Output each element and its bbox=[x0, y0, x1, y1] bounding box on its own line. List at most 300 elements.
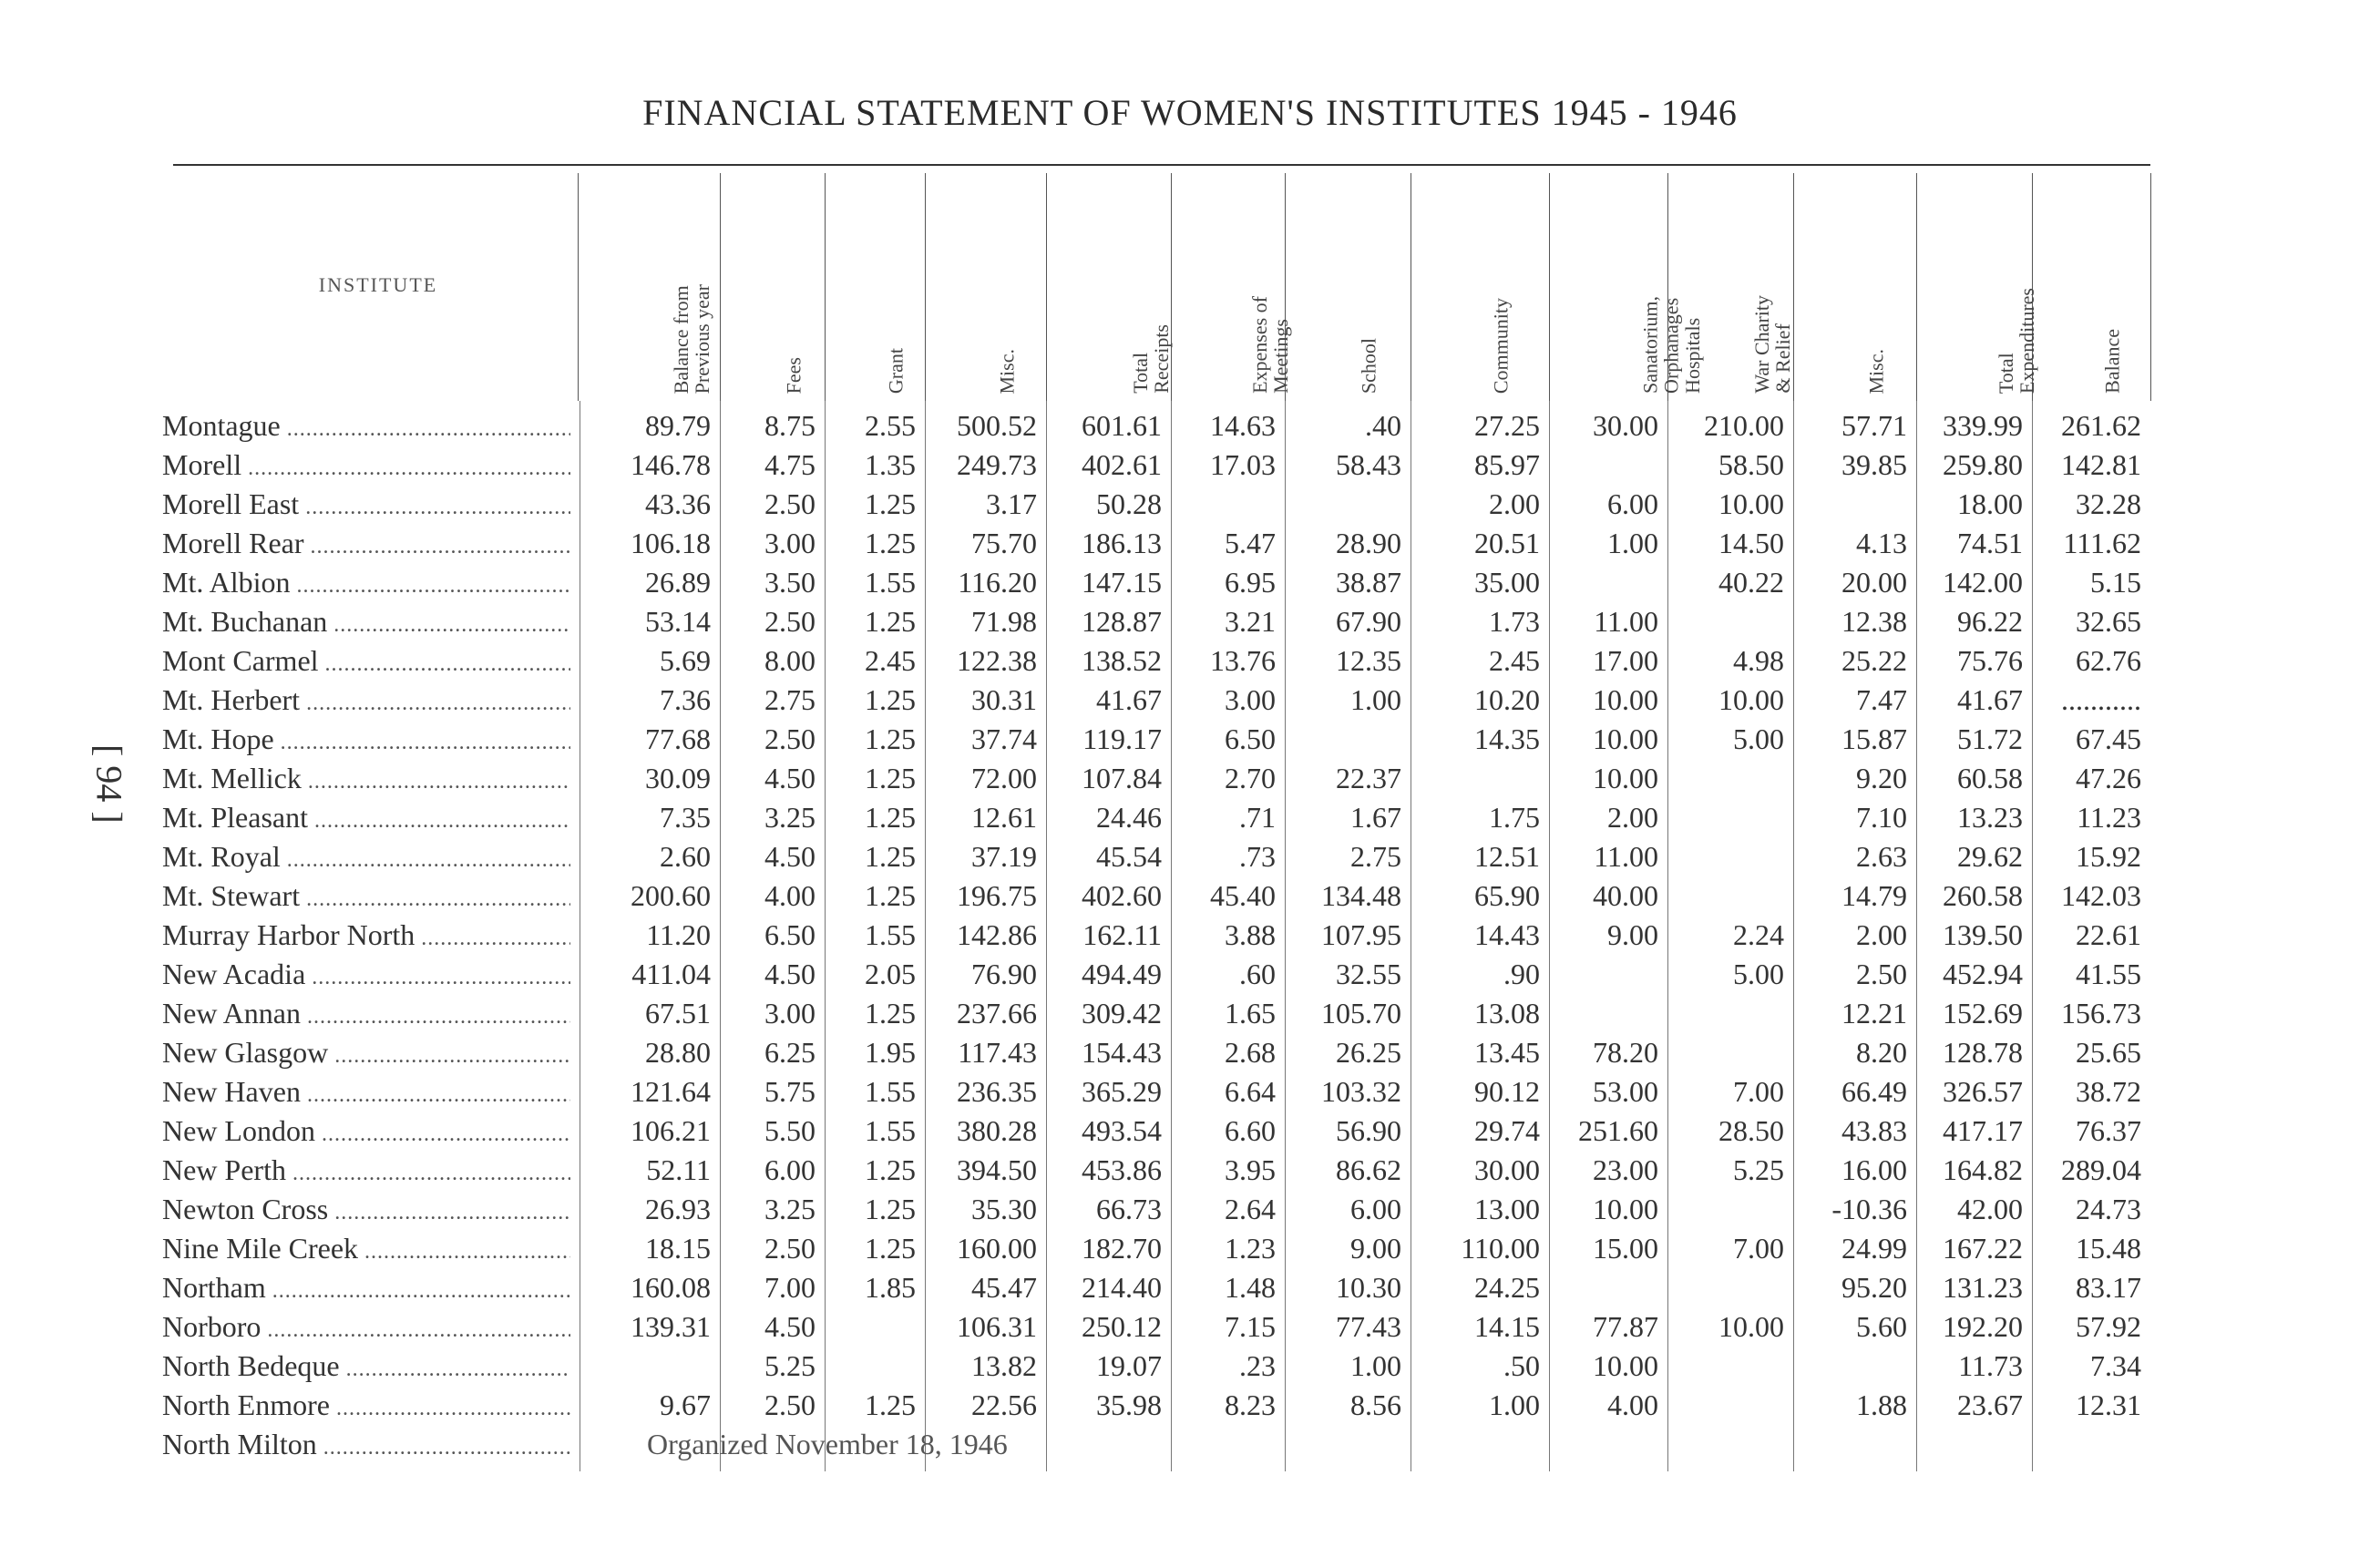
column-divider bbox=[578, 173, 579, 401]
table-cell: 4.00 bbox=[1607, 1388, 1658, 1421]
table-cell: 402.61 bbox=[1082, 448, 1162, 481]
table-cell: 76.90 bbox=[971, 958, 1037, 990]
table-cell: 35.00 bbox=[1474, 566, 1540, 599]
institute-name: New Acadia ..... bbox=[162, 958, 570, 991]
table-cell: 214.40 bbox=[1082, 1271, 1162, 1304]
column-header bbox=[1046, 173, 1172, 401]
table-cell: 5.47 bbox=[1225, 527, 1276, 559]
table-cell: 10.20 bbox=[1474, 683, 1540, 716]
table-cell: 77.87 bbox=[1593, 1310, 1658, 1343]
table-cell: 89.79 bbox=[645, 409, 711, 442]
table-cell: 57.71 bbox=[1841, 409, 1907, 442]
table-cell: 139.50 bbox=[1943, 918, 2023, 951]
table-cell: 27.25 bbox=[1474, 409, 1540, 442]
table-row bbox=[0, 1228, 2380, 1267]
table-cell: 78.20 bbox=[1593, 1036, 1658, 1069]
institute-name: Morell East ..... bbox=[162, 487, 570, 521]
table-cell: 3.25 bbox=[764, 1193, 816, 1225]
table-cell: 6.95 bbox=[1225, 566, 1276, 599]
column-header bbox=[1549, 173, 1704, 401]
column-header bbox=[1285, 173, 1411, 401]
table-cell: 9.67 bbox=[660, 1388, 711, 1421]
table-row bbox=[0, 836, 2380, 876]
table-cell: 75.76 bbox=[1957, 644, 2023, 677]
table-cell: 90.12 bbox=[1474, 1075, 1540, 1108]
table-cell: 13.00 bbox=[1474, 1193, 1540, 1225]
table-cell: 107.84 bbox=[1082, 762, 1162, 794]
table-cell: 1.55 bbox=[865, 1075, 916, 1108]
table-cell: 117.43 bbox=[958, 1036, 1037, 1069]
table-cell: 2.50 bbox=[764, 1232, 816, 1265]
table-cell: 12.51 bbox=[1474, 840, 1540, 873]
table-cell: 5.00 bbox=[1733, 722, 1784, 755]
table-cell: 2.00 bbox=[1856, 918, 1907, 951]
column-header bbox=[1411, 173, 1550, 401]
table-cell: 394.50 bbox=[957, 1153, 1037, 1186]
table-cell: 128.78 bbox=[1943, 1036, 2023, 1069]
institute-column-header: INSTITUTE bbox=[318, 273, 438, 296]
column-header bbox=[1667, 173, 1794, 401]
table-cell: 7.00 bbox=[1733, 1075, 1784, 1108]
table-cell: 5.60 bbox=[1856, 1310, 1907, 1343]
table-row bbox=[0, 562, 2380, 601]
institute-name: New Perth ..... bbox=[162, 1153, 570, 1187]
table-cell: 4.50 bbox=[764, 762, 816, 794]
table-cell: 147.15 bbox=[1082, 566, 1162, 599]
table-cell: 7.36 bbox=[660, 683, 711, 716]
page-title: FINANCIAL STATEMENT OF WOMEN'S INSTITUTES 1945 - 1946 bbox=[642, 92, 1738, 133]
column-header-label: Community bbox=[1489, 297, 1513, 394]
table-cell: 1.25 bbox=[865, 997, 916, 1030]
table-cell: 77.68 bbox=[645, 722, 711, 755]
table-cell: 1.85 bbox=[865, 1271, 916, 1304]
table-row bbox=[0, 954, 2380, 993]
table-cell: 67.51 bbox=[645, 997, 711, 1030]
table-cell: 3.17 bbox=[986, 487, 1037, 520]
table-cell: 1.25 bbox=[865, 683, 916, 716]
table-cell: 9.00 bbox=[1350, 1232, 1401, 1265]
table-cell: 26.89 bbox=[645, 566, 711, 599]
column-header bbox=[825, 173, 926, 401]
table-cell: 210.00 bbox=[1704, 409, 1784, 442]
table-cell: 380.28 bbox=[957, 1114, 1037, 1147]
column-header-label: Balance from Previous year bbox=[670, 283, 714, 394]
table-cell: 52.11 bbox=[646, 1153, 711, 1186]
table-cell: 38.87 bbox=[1336, 566, 1401, 599]
table-cell: 452.94 bbox=[1943, 958, 2023, 990]
table-cell: 50.28 bbox=[1096, 487, 1162, 520]
table-cell: 58.50 bbox=[1718, 448, 1784, 481]
table-cell: 3.95 bbox=[1225, 1153, 1276, 1186]
table-cell: 167.22 bbox=[1943, 1232, 2023, 1265]
table-cell: 26.93 bbox=[645, 1193, 711, 1225]
table-cell: 30.00 bbox=[1474, 1153, 1540, 1186]
table-cell: 119.17 bbox=[1082, 722, 1162, 755]
table-cell: 121.64 bbox=[631, 1075, 711, 1108]
table-cell: 8.20 bbox=[1856, 1036, 1907, 1069]
institute-name: North Milton ..... bbox=[162, 1428, 570, 1461]
table-cell: 2.24 bbox=[1733, 918, 1784, 951]
table-cell: 6.64 bbox=[1225, 1075, 1276, 1108]
institute-name: Mt. Buchanan ..... bbox=[162, 605, 570, 639]
table-cell: 12.38 bbox=[1841, 605, 1907, 638]
table-cell: 29.62 bbox=[1957, 840, 2023, 873]
table-cell: 28.90 bbox=[1336, 527, 1401, 559]
table-cell: 1.00 bbox=[1607, 527, 1658, 559]
institute-name: Norboro ..... bbox=[162, 1310, 570, 1344]
table-cell: 3.00 bbox=[1225, 683, 1276, 716]
institute-name: Mt. Mellick ..... bbox=[162, 762, 570, 795]
table-cell: 3.00 bbox=[764, 997, 816, 1030]
table-cell: 23.00 bbox=[1593, 1153, 1658, 1186]
column-header bbox=[1171, 173, 1292, 401]
table-cell: 14.15 bbox=[1474, 1310, 1540, 1343]
table-cell: 22.61 bbox=[2076, 918, 2141, 951]
table-cell: 66.49 bbox=[1841, 1075, 1907, 1108]
table-cell: ........... bbox=[2061, 683, 2141, 716]
table-cell: 2.55 bbox=[865, 409, 916, 442]
table-cell: 32.65 bbox=[2076, 605, 2141, 638]
table-row bbox=[0, 1111, 2380, 1150]
table-cell: 12.61 bbox=[971, 801, 1037, 834]
table-row bbox=[0, 758, 2380, 797]
table-cell: 6.60 bbox=[1225, 1114, 1276, 1147]
page-number: [ 94 ] bbox=[88, 743, 130, 824]
table-row bbox=[0, 523, 2380, 562]
table-cell: 14.50 bbox=[1718, 527, 1784, 559]
table-cell: 417.17 bbox=[1943, 1114, 2023, 1147]
table-cell: -10.36 bbox=[1831, 1193, 1907, 1225]
table-cell: 261.62 bbox=[2061, 409, 2141, 442]
table-cell: 25.22 bbox=[1841, 644, 1907, 677]
table-cell: 1.25 bbox=[865, 1153, 916, 1186]
table-cell: 6.00 bbox=[1350, 1193, 1401, 1225]
table-cell: 22.56 bbox=[971, 1388, 1037, 1421]
table-cell: 7.10 bbox=[1856, 801, 1907, 834]
table-cell: 250.12 bbox=[1082, 1310, 1162, 1343]
table-cell: .50 bbox=[1503, 1349, 1540, 1382]
table-cell: 10.00 bbox=[1593, 1349, 1658, 1382]
table-cell: .23 bbox=[1239, 1349, 1276, 1382]
table-row bbox=[0, 445, 2380, 484]
table-cell: 10.00 bbox=[1718, 1310, 1784, 1343]
table-cell: 1.25 bbox=[865, 801, 916, 834]
table-cell: 111.62 bbox=[2063, 527, 2141, 559]
table-cell: 156.73 bbox=[2061, 997, 2141, 1030]
column-header-label: Misc. bbox=[1864, 348, 1888, 394]
table-cell: 152.69 bbox=[1943, 997, 2023, 1030]
institute-name: Mt. Hope ..... bbox=[162, 722, 570, 756]
column-header-label: Expenses of Meetings bbox=[1247, 296, 1292, 394]
table-cell: 6.00 bbox=[764, 1153, 816, 1186]
table-cell: 200.60 bbox=[631, 879, 711, 912]
table-cell: 24.73 bbox=[2076, 1193, 2141, 1225]
table-cell: 66.73 bbox=[1096, 1193, 1162, 1225]
table-cell: 43.83 bbox=[1841, 1114, 1907, 1147]
institute-name: North Enmore ..... bbox=[162, 1388, 570, 1422]
table-cell: 13.08 bbox=[1474, 997, 1540, 1030]
table-cell: 116.20 bbox=[958, 566, 1037, 599]
table-cell: 2.68 bbox=[1225, 1036, 1276, 1069]
table-cell: 10.00 bbox=[1718, 683, 1784, 716]
institute-name: Northam ..... bbox=[162, 1271, 570, 1305]
table-cell: 3.21 bbox=[1225, 605, 1276, 638]
table-cell: 15.92 bbox=[2076, 840, 2141, 873]
table-cell: 196.75 bbox=[957, 879, 1037, 912]
table-cell: 24.25 bbox=[1474, 1271, 1540, 1304]
table-cell: 41.55 bbox=[2076, 958, 2141, 990]
table-cell: 65.90 bbox=[1474, 879, 1540, 912]
table-cell: 11.20 bbox=[646, 918, 711, 951]
table-cell: 83.17 bbox=[2076, 1271, 2141, 1304]
table-cell: 1.25 bbox=[865, 879, 916, 912]
table-cell: 1.88 bbox=[1856, 1388, 1907, 1421]
table-cell: 40.22 bbox=[1718, 566, 1784, 599]
table-cell: 13.23 bbox=[1957, 801, 2023, 834]
table-cell: 11.00 bbox=[1594, 840, 1658, 873]
table-cell: 6.25 bbox=[764, 1036, 816, 1069]
table-cell: 7.15 bbox=[1225, 1310, 1276, 1343]
table-cell: 106.18 bbox=[631, 527, 711, 559]
table-cell: 28.80 bbox=[645, 1036, 711, 1069]
table-cell: 162.11 bbox=[1082, 918, 1162, 951]
table-cell: 15.48 bbox=[2076, 1232, 2141, 1265]
table-cell: 4.13 bbox=[1856, 527, 1907, 559]
table-cell: 47.26 bbox=[2076, 762, 2141, 794]
table-cell: 60.58 bbox=[1957, 762, 2023, 794]
table-row bbox=[0, 484, 2380, 523]
table-cell: 2.50 bbox=[764, 487, 816, 520]
table-cell: 131.23 bbox=[1943, 1271, 2023, 1304]
institute-name: Mt. Stewart ..... bbox=[162, 879, 570, 913]
table-cell: 1.25 bbox=[865, 1193, 916, 1225]
header-rule bbox=[173, 164, 2150, 166]
table-cell: 5.75 bbox=[764, 1075, 816, 1108]
organized-note: Organized November 18, 1946 bbox=[647, 1428, 1008, 1460]
table-cell: 13.45 bbox=[1474, 1036, 1540, 1069]
table-cell: 1.25 bbox=[865, 1232, 916, 1265]
table-cell: 39.85 bbox=[1841, 448, 1907, 481]
table-cell: 25.65 bbox=[2076, 1036, 2141, 1069]
table-cell: 9.00 bbox=[1607, 918, 1658, 951]
table-cell: 3.50 bbox=[764, 566, 816, 599]
table-cell: 7.35 bbox=[660, 801, 711, 834]
table-row bbox=[0, 876, 2380, 915]
table-cell: 74.51 bbox=[1957, 527, 2023, 559]
table-cell: 2.50 bbox=[1856, 958, 1907, 990]
institute-name: New London ..... bbox=[162, 1114, 570, 1148]
table-cell: 20.51 bbox=[1474, 527, 1540, 559]
table-cell: 32.55 bbox=[1336, 958, 1401, 990]
table-cell: 24.46 bbox=[1096, 801, 1162, 834]
table-cell: 1.25 bbox=[865, 605, 916, 638]
table-cell: 17.00 bbox=[1593, 644, 1658, 677]
table-cell: 164.82 bbox=[1943, 1153, 2023, 1186]
table-cell: 8.23 bbox=[1225, 1388, 1276, 1421]
table-cell: 57.92 bbox=[2076, 1310, 2141, 1343]
table-cell: .90 bbox=[1503, 958, 1540, 990]
table-cell: 1.65 bbox=[1225, 997, 1276, 1030]
table-cell: 142.86 bbox=[957, 918, 1037, 951]
institute-name: North Bedeque ..... bbox=[162, 1349, 570, 1383]
table-cell: 43.36 bbox=[645, 487, 711, 520]
institute-name: Mt. Pleasant ..... bbox=[162, 801, 570, 835]
institute-name: Mt. Herbert ..... bbox=[162, 683, 570, 717]
column-header bbox=[720, 173, 826, 401]
table-cell: 142.03 bbox=[2061, 879, 2141, 912]
table-cell: 1.55 bbox=[865, 566, 916, 599]
table-cell: 10.00 bbox=[1718, 487, 1784, 520]
table-cell: 160.00 bbox=[957, 1232, 1037, 1265]
table-cell: 1.73 bbox=[1489, 605, 1540, 638]
table-cell: 51.72 bbox=[1957, 722, 2023, 755]
table-cell: 251.60 bbox=[1578, 1114, 1658, 1147]
table-cell: 56.90 bbox=[1336, 1114, 1401, 1147]
table-cell: 493.54 bbox=[1082, 1114, 1162, 1147]
table-cell: 20.00 bbox=[1841, 566, 1907, 599]
column-header-label: Total Expenditures bbox=[1994, 287, 2038, 394]
table-cell: 8.75 bbox=[764, 409, 816, 442]
table-cell: 1.25 bbox=[865, 1388, 916, 1421]
table-cell: 2.50 bbox=[764, 1388, 816, 1421]
table-cell: 106.31 bbox=[957, 1310, 1037, 1343]
institute-name: New Annan ..... bbox=[162, 997, 570, 1030]
table-cell: 45.47 bbox=[971, 1271, 1037, 1304]
table-cell: 289.04 bbox=[2061, 1153, 2141, 1186]
table-cell: 28.50 bbox=[1718, 1114, 1784, 1147]
table-cell: 18.00 bbox=[1957, 487, 2023, 520]
table-cell: 192.20 bbox=[1943, 1310, 2023, 1343]
table-cell: 10.00 bbox=[1593, 683, 1658, 716]
institute-name: Mt. Royal ..... bbox=[162, 840, 570, 874]
table-row bbox=[0, 1267, 2380, 1306]
table-cell: 22.37 bbox=[1336, 762, 1401, 794]
table-cell: 249.73 bbox=[957, 448, 1037, 481]
table-cell: 154.43 bbox=[1082, 1036, 1162, 1069]
table-cell: 77.43 bbox=[1336, 1310, 1401, 1343]
table-cell: 1.25 bbox=[865, 762, 916, 794]
table-cell: 67.45 bbox=[2076, 722, 2141, 755]
table-cell: 5.15 bbox=[2090, 566, 2141, 599]
table-cell: 1.55 bbox=[865, 1114, 916, 1147]
table-cell: 4.50 bbox=[764, 1310, 816, 1343]
table-row bbox=[0, 640, 2380, 680]
table-cell: 19.07 bbox=[1096, 1349, 1162, 1382]
table-cell: 10.00 bbox=[1593, 762, 1658, 794]
column-header-label: Sanatorium, Orphanages Hospitals bbox=[1638, 296, 1704, 394]
table-cell: 1.55 bbox=[865, 918, 916, 951]
table-cell: 86.62 bbox=[1336, 1153, 1401, 1186]
column-header-label: School bbox=[1357, 337, 1380, 394]
table-cell: 107.95 bbox=[1321, 918, 1401, 951]
table-cell: 2.50 bbox=[764, 722, 816, 755]
table-cell: 2.75 bbox=[1350, 840, 1401, 873]
table-cell: 96.22 bbox=[1957, 605, 2023, 638]
table-cell: 13.82 bbox=[971, 1349, 1037, 1382]
table-cell: 142.81 bbox=[2061, 448, 2141, 481]
table-cell: 7.34 bbox=[2090, 1349, 2141, 1382]
table-row bbox=[0, 1071, 2380, 1111]
table-cell: 2.45 bbox=[1489, 644, 1540, 677]
table-cell: 24.99 bbox=[1841, 1232, 1907, 1265]
table-row bbox=[0, 405, 2380, 445]
table-cell: 128.87 bbox=[1082, 605, 1162, 638]
table-cell: 2.70 bbox=[1225, 762, 1276, 794]
table-row bbox=[0, 1346, 2380, 1385]
table-cell: 237.66 bbox=[957, 997, 1037, 1030]
table-cell: 11.23 bbox=[2077, 801, 2141, 834]
table-cell: 260.58 bbox=[1943, 879, 2023, 912]
table-cell: 7.47 bbox=[1856, 683, 1907, 716]
table-cell: 1.00 bbox=[1350, 1349, 1401, 1382]
table-cell: 4.75 bbox=[764, 448, 816, 481]
table-cell: 4.98 bbox=[1733, 644, 1784, 677]
table-cell: 259.80 bbox=[1943, 448, 2023, 481]
institute-name: Mt. Albion ..... bbox=[162, 566, 570, 599]
table-cell: 14.63 bbox=[1210, 409, 1276, 442]
table-cell: 45.54 bbox=[1096, 840, 1162, 873]
table-cell: 14.35 bbox=[1474, 722, 1540, 755]
table-row bbox=[0, 1150, 2380, 1189]
table-cell: 12.31 bbox=[2076, 1388, 2141, 1421]
table-cell: 2.63 bbox=[1856, 840, 1907, 873]
column-header-label: Misc. bbox=[995, 348, 1019, 394]
table-cell: 85.97 bbox=[1474, 448, 1540, 481]
table-cell: 15.00 bbox=[1593, 1232, 1658, 1265]
table-cell: 4.50 bbox=[764, 958, 816, 990]
table-cell: 2.45 bbox=[865, 644, 916, 677]
table-cell: 58.43 bbox=[1336, 448, 1401, 481]
institute-name: Morell Rear ..... bbox=[162, 527, 570, 560]
column-header bbox=[925, 173, 1047, 401]
column-header-label: Grant bbox=[884, 347, 908, 394]
table-cell: 14.43 bbox=[1474, 918, 1540, 951]
table-cell: 1.23 bbox=[1225, 1232, 1276, 1265]
table-cell: 15.87 bbox=[1841, 722, 1907, 755]
table-cell: 4.50 bbox=[764, 840, 816, 873]
table-cell: 35.98 bbox=[1096, 1388, 1162, 1421]
institute-name: New Glasgow ..... bbox=[162, 1036, 570, 1070]
column-header bbox=[580, 173, 721, 401]
table-cell: 29.74 bbox=[1474, 1114, 1540, 1147]
table-cell: 1.25 bbox=[865, 722, 916, 755]
table-cell: 38.72 bbox=[2076, 1075, 2141, 1108]
table-cell: 5.00 bbox=[1733, 958, 1784, 990]
table-cell: 1.00 bbox=[1350, 683, 1401, 716]
table-cell: 601.61 bbox=[1082, 409, 1162, 442]
table-cell: 53.00 bbox=[1593, 1075, 1658, 1108]
column-header bbox=[1793, 173, 1917, 401]
table-cell: 53.14 bbox=[645, 605, 711, 638]
table-row bbox=[0, 601, 2380, 640]
table-cell: 37.19 bbox=[971, 840, 1037, 873]
institute-name: Murray Harbor North ..... bbox=[162, 918, 570, 952]
table-cell: .73 bbox=[1239, 840, 1276, 873]
table-cell: 41.67 bbox=[1096, 683, 1162, 716]
table-cell: 110.00 bbox=[1461, 1232, 1540, 1265]
table-cell: 62.76 bbox=[2076, 644, 2141, 677]
table-cell: 9.20 bbox=[1856, 762, 1907, 794]
table-cell: 5.25 bbox=[1733, 1153, 1784, 1186]
table-cell: 139.31 bbox=[631, 1310, 711, 1343]
table-cell: 35.30 bbox=[971, 1193, 1037, 1225]
table-cell: 182.70 bbox=[1082, 1232, 1162, 1265]
table-cell: .40 bbox=[1365, 409, 1401, 442]
table-cell: 186.13 bbox=[1082, 527, 1162, 559]
table-row bbox=[0, 797, 2380, 836]
table-cell: 8.00 bbox=[764, 644, 816, 677]
table-row bbox=[0, 680, 2380, 719]
